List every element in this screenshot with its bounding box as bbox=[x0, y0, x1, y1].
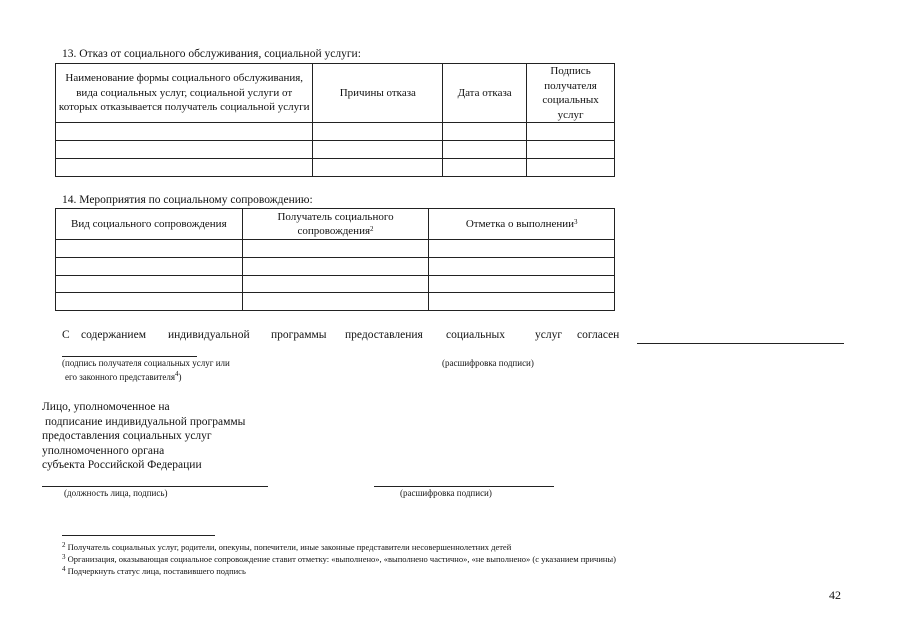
table-cell[interactable] bbox=[56, 293, 243, 311]
section-13-title: 13. Отказ от социального обслуживания, социальной услуги: bbox=[62, 48, 361, 60]
consent-word: предоставления bbox=[345, 329, 423, 341]
header-service-name: Наименование формы социального обслуживания, вида социальных услуг, социальной услуги от которых отказывается получатель социальной услуги bbox=[56, 64, 313, 123]
page-number: 42 bbox=[829, 588, 841, 602]
table-cell[interactable] bbox=[56, 141, 313, 159]
table-cell[interactable] bbox=[429, 293, 615, 311]
table-cell[interactable] bbox=[429, 240, 615, 258]
footnote: $^3$ Организация, оказывающая социальное сопровождение ставит отметку: «выполнено», «выполнено частично», «не выполнено» (с указанием причины) bbox=[62, 553, 616, 564]
authorized-line: уполномоченного органа bbox=[42, 444, 165, 457]
authorized-decode-line[interactable] bbox=[374, 486, 554, 487]
footnote-ref: 3 bbox=[574, 217, 578, 226]
position-label: (должность лица, подпись) bbox=[64, 488, 168, 498]
consent-word: С bbox=[62, 329, 70, 341]
authorized-line: подписание индивидуальной программы bbox=[45, 415, 246, 428]
table-row bbox=[56, 293, 615, 311]
table-cell[interactable] bbox=[443, 141, 527, 159]
consent-word: социальных bbox=[446, 329, 505, 341]
table-cell[interactable] bbox=[313, 123, 443, 141]
footnote-separator bbox=[62, 535, 215, 536]
header-refusal-date: Дата отказа bbox=[443, 64, 527, 123]
header-completion-mark: Отметка о выполнении$^3$ bbox=[429, 209, 615, 240]
table-row bbox=[56, 159, 615, 177]
footnotes bbox=[62, 541, 616, 577]
table-cell[interactable] bbox=[56, 276, 243, 293]
footnote-ref: 4 bbox=[174, 370, 179, 378]
table-cell[interactable] bbox=[443, 159, 527, 177]
consent-word: согласен bbox=[577, 329, 620, 341]
authorized-person-block bbox=[42, 400, 245, 473]
table-header-row bbox=[56, 209, 615, 240]
table-row bbox=[56, 276, 615, 293]
table-cell[interactable] bbox=[313, 141, 443, 159]
table-header-row bbox=[56, 64, 615, 123]
table-cell[interactable] bbox=[242, 258, 429, 276]
recipient-decode-label: (расшифровка подписи) bbox=[442, 358, 534, 368]
table-cell[interactable] bbox=[56, 258, 243, 276]
table-row bbox=[56, 240, 615, 258]
authorized-line: предоставления социальных услуг bbox=[42, 430, 212, 442]
table-cell[interactable] bbox=[429, 276, 615, 293]
consent-word: программы bbox=[271, 329, 327, 341]
consent-signature-line[interactable] bbox=[637, 343, 844, 344]
recipient-signature-line[interactable] bbox=[62, 356, 197, 357]
consent-word: содержанием bbox=[81, 329, 146, 341]
consent-word: индивидуальной bbox=[168, 329, 250, 341]
footnote: $^4$ Подчеркнуть статус лица, поставившего подпись bbox=[62, 565, 246, 576]
table-row bbox=[56, 123, 615, 141]
position-signature-line[interactable] bbox=[42, 486, 268, 487]
consent-word: услуг bbox=[535, 329, 563, 341]
table-cell[interactable] bbox=[56, 123, 313, 141]
table-cell[interactable] bbox=[242, 293, 429, 311]
table-cell[interactable] bbox=[56, 159, 313, 177]
representative-label: его законного представителя$^4$) bbox=[65, 370, 182, 382]
header-refusal-reason: Причины отказа bbox=[313, 64, 443, 123]
support-table bbox=[55, 208, 615, 311]
table-cell[interactable] bbox=[527, 141, 615, 159]
footnote-ref: 2 bbox=[370, 225, 374, 233]
authorized-decode-label: (расшифровка подписи) bbox=[400, 488, 492, 498]
table-row bbox=[56, 141, 615, 159]
section-14-title: 14. Мероприятия по социальному сопровождению: bbox=[62, 194, 313, 206]
table-row bbox=[56, 258, 615, 276]
header-support-recipient: Получатель социального сопровождения$^2$ bbox=[242, 209, 429, 240]
table-cell[interactable] bbox=[443, 123, 527, 141]
authorized-line: Лицо, уполномоченное на bbox=[42, 401, 170, 413]
refusal-table bbox=[55, 63, 615, 177]
footnote: $^2$ Получатель социальных услуг, родители, опекуны, попечители, иные законные представители несовершеннолетних детей bbox=[62, 541, 512, 552]
table-cell[interactable] bbox=[429, 258, 615, 276]
header-support-type: Вид социального сопровождения bbox=[56, 209, 243, 240]
table-cell[interactable] bbox=[313, 159, 443, 177]
table-cell[interactable] bbox=[527, 123, 615, 141]
authorized-line: субъекта Российской Федерации bbox=[42, 459, 202, 471]
table-cell[interactable] bbox=[527, 159, 615, 177]
header-recipient-signature: Подпись получателя социальных услуг bbox=[527, 64, 615, 123]
table-cell[interactable] bbox=[242, 276, 429, 293]
recipient-signature-label: (подпись получателя социальных услуг или bbox=[62, 358, 230, 368]
table-cell[interactable] bbox=[242, 240, 429, 258]
table-cell[interactable] bbox=[56, 240, 243, 258]
